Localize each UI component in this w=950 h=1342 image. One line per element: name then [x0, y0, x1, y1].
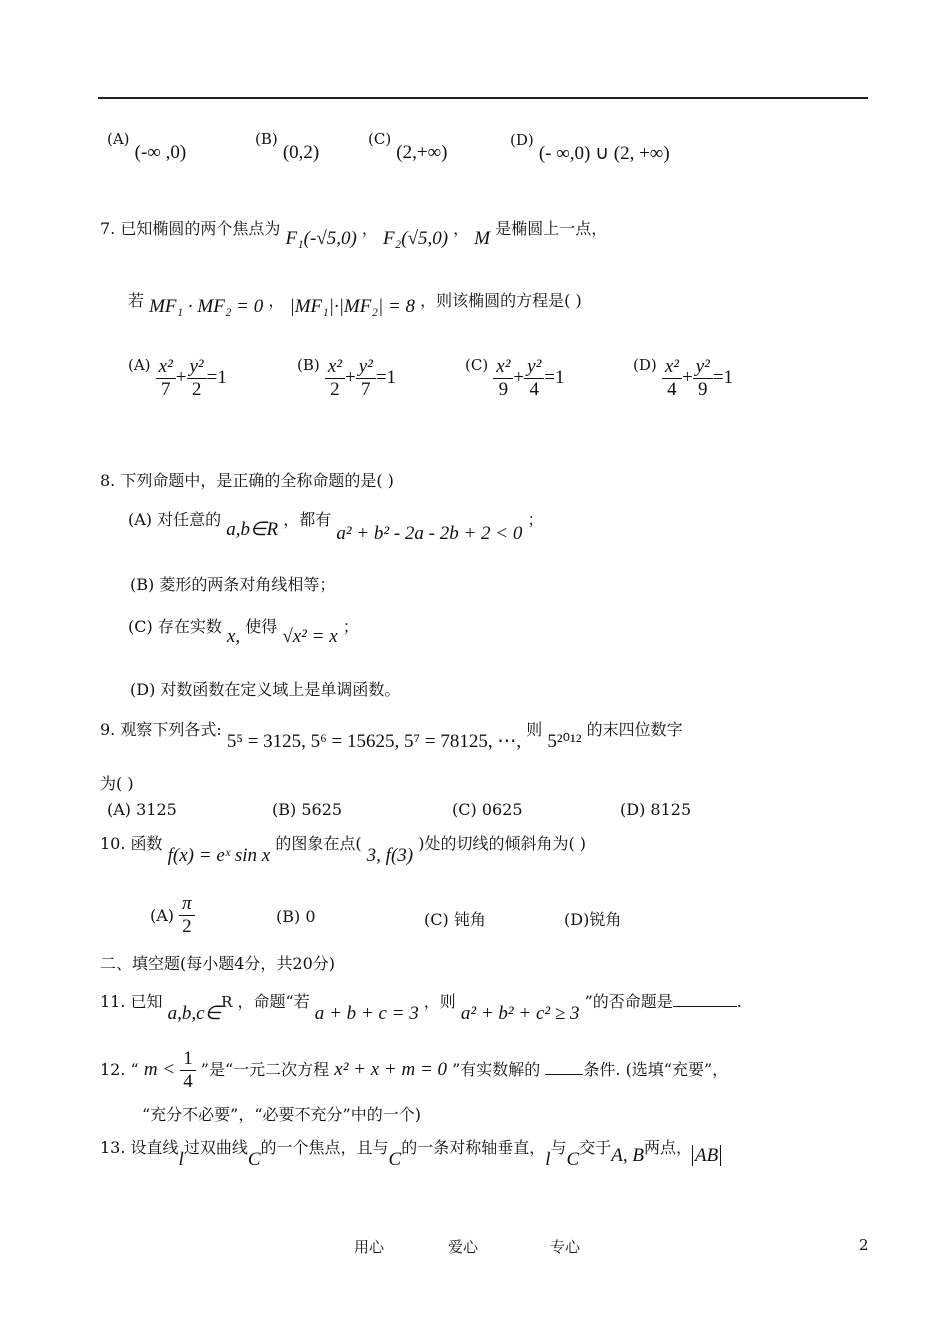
q10-tail: )处的切线的倾斜角为( )	[418, 834, 587, 853]
header-rule	[98, 97, 868, 99]
option-math: a,b∈R	[226, 519, 279, 540]
q11-vars: a,b,c∈	[167, 1003, 222, 1024]
q9-option-b: (B) 5625	[272, 800, 343, 819]
fraction: $\frac{\text{y²}}{7}$	[356, 356, 376, 401]
option-expr: (2,+∞)	[396, 142, 448, 163]
q12-stem	[100, 1048, 728, 1093]
q13-var: l	[545, 1149, 551, 1170]
option-expr: (0,2)	[282, 142, 320, 163]
option-text: (C) 存在实数	[128, 617, 222, 636]
q12-text: ”有实数解的	[452, 1060, 541, 1079]
q11-text: ，则	[423, 992, 456, 1011]
option-label: (B)	[297, 356, 320, 374]
q7-tail: 是椭圆上一点，	[495, 219, 608, 238]
q7-abs-expr: |MF₁|·|MF₂| = 8	[289, 296, 416, 317]
fraction: $\frac{\text{x²}}{4}$	[662, 356, 682, 401]
option-text: (A) 对任意的	[128, 510, 222, 529]
option-expr: (- ∞,0) ∪ (2, +∞)	[538, 143, 670, 164]
q7-comma: ，	[361, 219, 378, 238]
q7-option-b: (B) $\frac{\text{x²}}{2}$ + $\frac{\text{y²}}{7}$ =1	[297, 356, 397, 400]
option-label: (B)	[255, 130, 278, 148]
footer-text: 爱心	[448, 1238, 479, 1256]
q6-option-b	[255, 128, 320, 163]
option-text: ；	[342, 617, 359, 636]
q7-comma: ，	[453, 219, 470, 238]
option-text: ，都有	[283, 510, 332, 529]
q8-option-a	[128, 507, 544, 544]
q10-point: 3, f(3)	[366, 845, 414, 866]
q13-text: 的一个焦点，且与	[260, 1138, 389, 1157]
q8-stem: 8. 下列命题中，是正确的全称命题的是( )	[100, 471, 394, 490]
q12-m-expr: m <	[143, 1059, 176, 1080]
option-math: x,	[226, 626, 241, 647]
q7-option-a: (A) $\frac{\text{x²}}{7}$ + $\frac{\text{y²}}{2}$ =1	[128, 356, 227, 400]
q11-stem	[100, 989, 742, 1024]
option-label: (C)	[368, 130, 392, 148]
q13-text: 过双曲线	[183, 1138, 248, 1157]
option-label: (A)	[150, 906, 175, 925]
fraction: $\frac{\text{x²}}{9}$	[493, 356, 513, 401]
footer-text: 用心	[354, 1238, 385, 1256]
q7-option-d: (D) $\frac{\text{x²}}{4}$ + $\frac{\text{y²}}{9}$ =1	[633, 356, 734, 400]
q7-option-c: (C) $\frac{\text{x²}}{9}$ + $\frac{\text{y²}}{4}$ =1	[465, 356, 565, 400]
answer-blank[interactable]	[545, 1074, 583, 1075]
q13-text: 13. 设直线	[100, 1138, 179, 1157]
q13-var: A, B	[611, 1145, 644, 1166]
fraction: $\frac{\text{y²}}{4}$	[524, 356, 544, 401]
option-expr: (-∞ ,0)	[134, 142, 187, 163]
q11-end: .	[736, 992, 742, 1011]
answer-blank[interactable]	[673, 1006, 737, 1007]
q7-cond-prefix: 若	[128, 291, 145, 310]
fraction: $\frac{1}{4}$	[180, 1048, 196, 1093]
q10-option-b: (B) 0	[276, 907, 316, 926]
q12-eq: x² + x + m = 0	[334, 1059, 448, 1080]
q13-text: 的一条对称轴垂直，	[401, 1138, 546, 1157]
q8-option-b: (B) 菱形的两条对角线相等；	[130, 575, 336, 594]
fraction: $\frac{\text{x²}}{7}$	[156, 356, 176, 401]
q12-text: 条件. (选填“充要”，	[583, 1060, 729, 1079]
footer-text: 专心	[550, 1238, 581, 1256]
q6-option-d	[510, 128, 670, 164]
q12-line2: “充分不必要”，“必要不充分”中的一个)	[142, 1105, 421, 1124]
q9-option-a: (A) 3125	[107, 800, 177, 819]
q7-condition	[128, 288, 582, 317]
fraction: $\frac{\pi}{2}$	[179, 893, 195, 938]
q9-option-c: (C) 0625	[452, 800, 523, 819]
fraction: $\frac{\text{y²}}{2}$	[187, 356, 207, 401]
q10-option-d: (D)锐角	[564, 910, 622, 929]
q13-text: 两点，	[643, 1138, 692, 1157]
q13-text: 交于	[579, 1138, 612, 1157]
q8-option-c	[128, 614, 359, 647]
fraction: $\frac{\text{x²}}{2}$	[325, 356, 345, 401]
q11-concl: a² + b² + c² ≥ 3	[460, 1003, 580, 1024]
q11-text: 11. 已知	[100, 992, 163, 1011]
q9-tail: 的末四位数字	[586, 720, 683, 739]
q13-var: l	[178, 1149, 184, 1170]
q13-var: C	[247, 1149, 261, 1170]
q13-var: C	[566, 1149, 580, 1170]
q9-then: 则	[526, 720, 543, 739]
q7-f2: F₂(√5,0)	[383, 228, 449, 249]
option-math: √x² = x	[282, 626, 338, 647]
option-label: (D)	[633, 356, 657, 374]
q10-stem	[100, 831, 587, 866]
q7-cond-tail: ，则该椭圆的方程是( )	[420, 291, 582, 310]
q13-abs: AB	[692, 1145, 721, 1166]
q11-cond: a + b + c = 3	[314, 1003, 419, 1024]
q6-option-a	[107, 128, 187, 163]
q7-stem	[100, 216, 608, 249]
option-text: ；	[527, 510, 544, 529]
q10-func: f(x) = eˣ sin x	[167, 845, 271, 866]
option-label: (A)	[128, 356, 151, 374]
q12-text: ”是“一元二次方程	[200, 1060, 330, 1079]
q7-m-var: M	[474, 228, 491, 249]
q9-option-d: (D) 8125	[620, 800, 692, 819]
q7-f1: F₁(-√5,0)	[285, 228, 357, 249]
q9-stem-text: 9. 观察下列各式:	[100, 720, 222, 739]
q11-text: ”的否命题是	[584, 992, 673, 1011]
q10-stem-text: 10. 函数	[100, 834, 163, 853]
q7-intro: 7. 已知椭圆的两个焦点为	[100, 219, 281, 238]
q8-option-d: (D) 对数函数在定义域上是单调函数。	[130, 680, 401, 699]
option-label: (C)	[465, 356, 489, 374]
q7-dot-expr: MF₁ · MF₂ = 0	[149, 296, 264, 317]
q13-text: 与	[550, 1138, 567, 1157]
q13-var: C	[388, 1149, 402, 1170]
q9-expr: 5⁵ = 3125, 5⁶ = 15625, 5⁷ = 78125, ⋯,	[226, 731, 522, 752]
option-text: 使得	[245, 617, 278, 636]
section-heading: 二、填空题(每小题4分，共20分)	[100, 954, 336, 973]
q9-power: 5²⁰¹²	[547, 731, 582, 752]
q11-text: ，命题“若	[237, 992, 310, 1011]
q6-option-c	[368, 128, 448, 163]
q10-option-c: (C) 钝角	[424, 910, 486, 929]
option-label: (A)	[107, 130, 130, 148]
q7-sep: ，	[268, 291, 285, 310]
page-number: 2	[859, 1236, 869, 1254]
q11-set: R	[221, 993, 233, 1011]
q9-stem	[100, 717, 683, 752]
option-math: a² + b² - 2a - 2b + 2 < 0	[336, 523, 523, 544]
q9-line2: 为( )	[100, 774, 134, 793]
fraction: $\frac{\text{y²}}{9}$	[693, 356, 713, 401]
q10-mid: 的图象在点(	[275, 834, 362, 853]
q13-stem	[100, 1135, 721, 1170]
option-label: (D)	[510, 131, 534, 149]
q10-option-a	[150, 893, 195, 938]
q12-text: 12. “	[100, 1060, 139, 1079]
